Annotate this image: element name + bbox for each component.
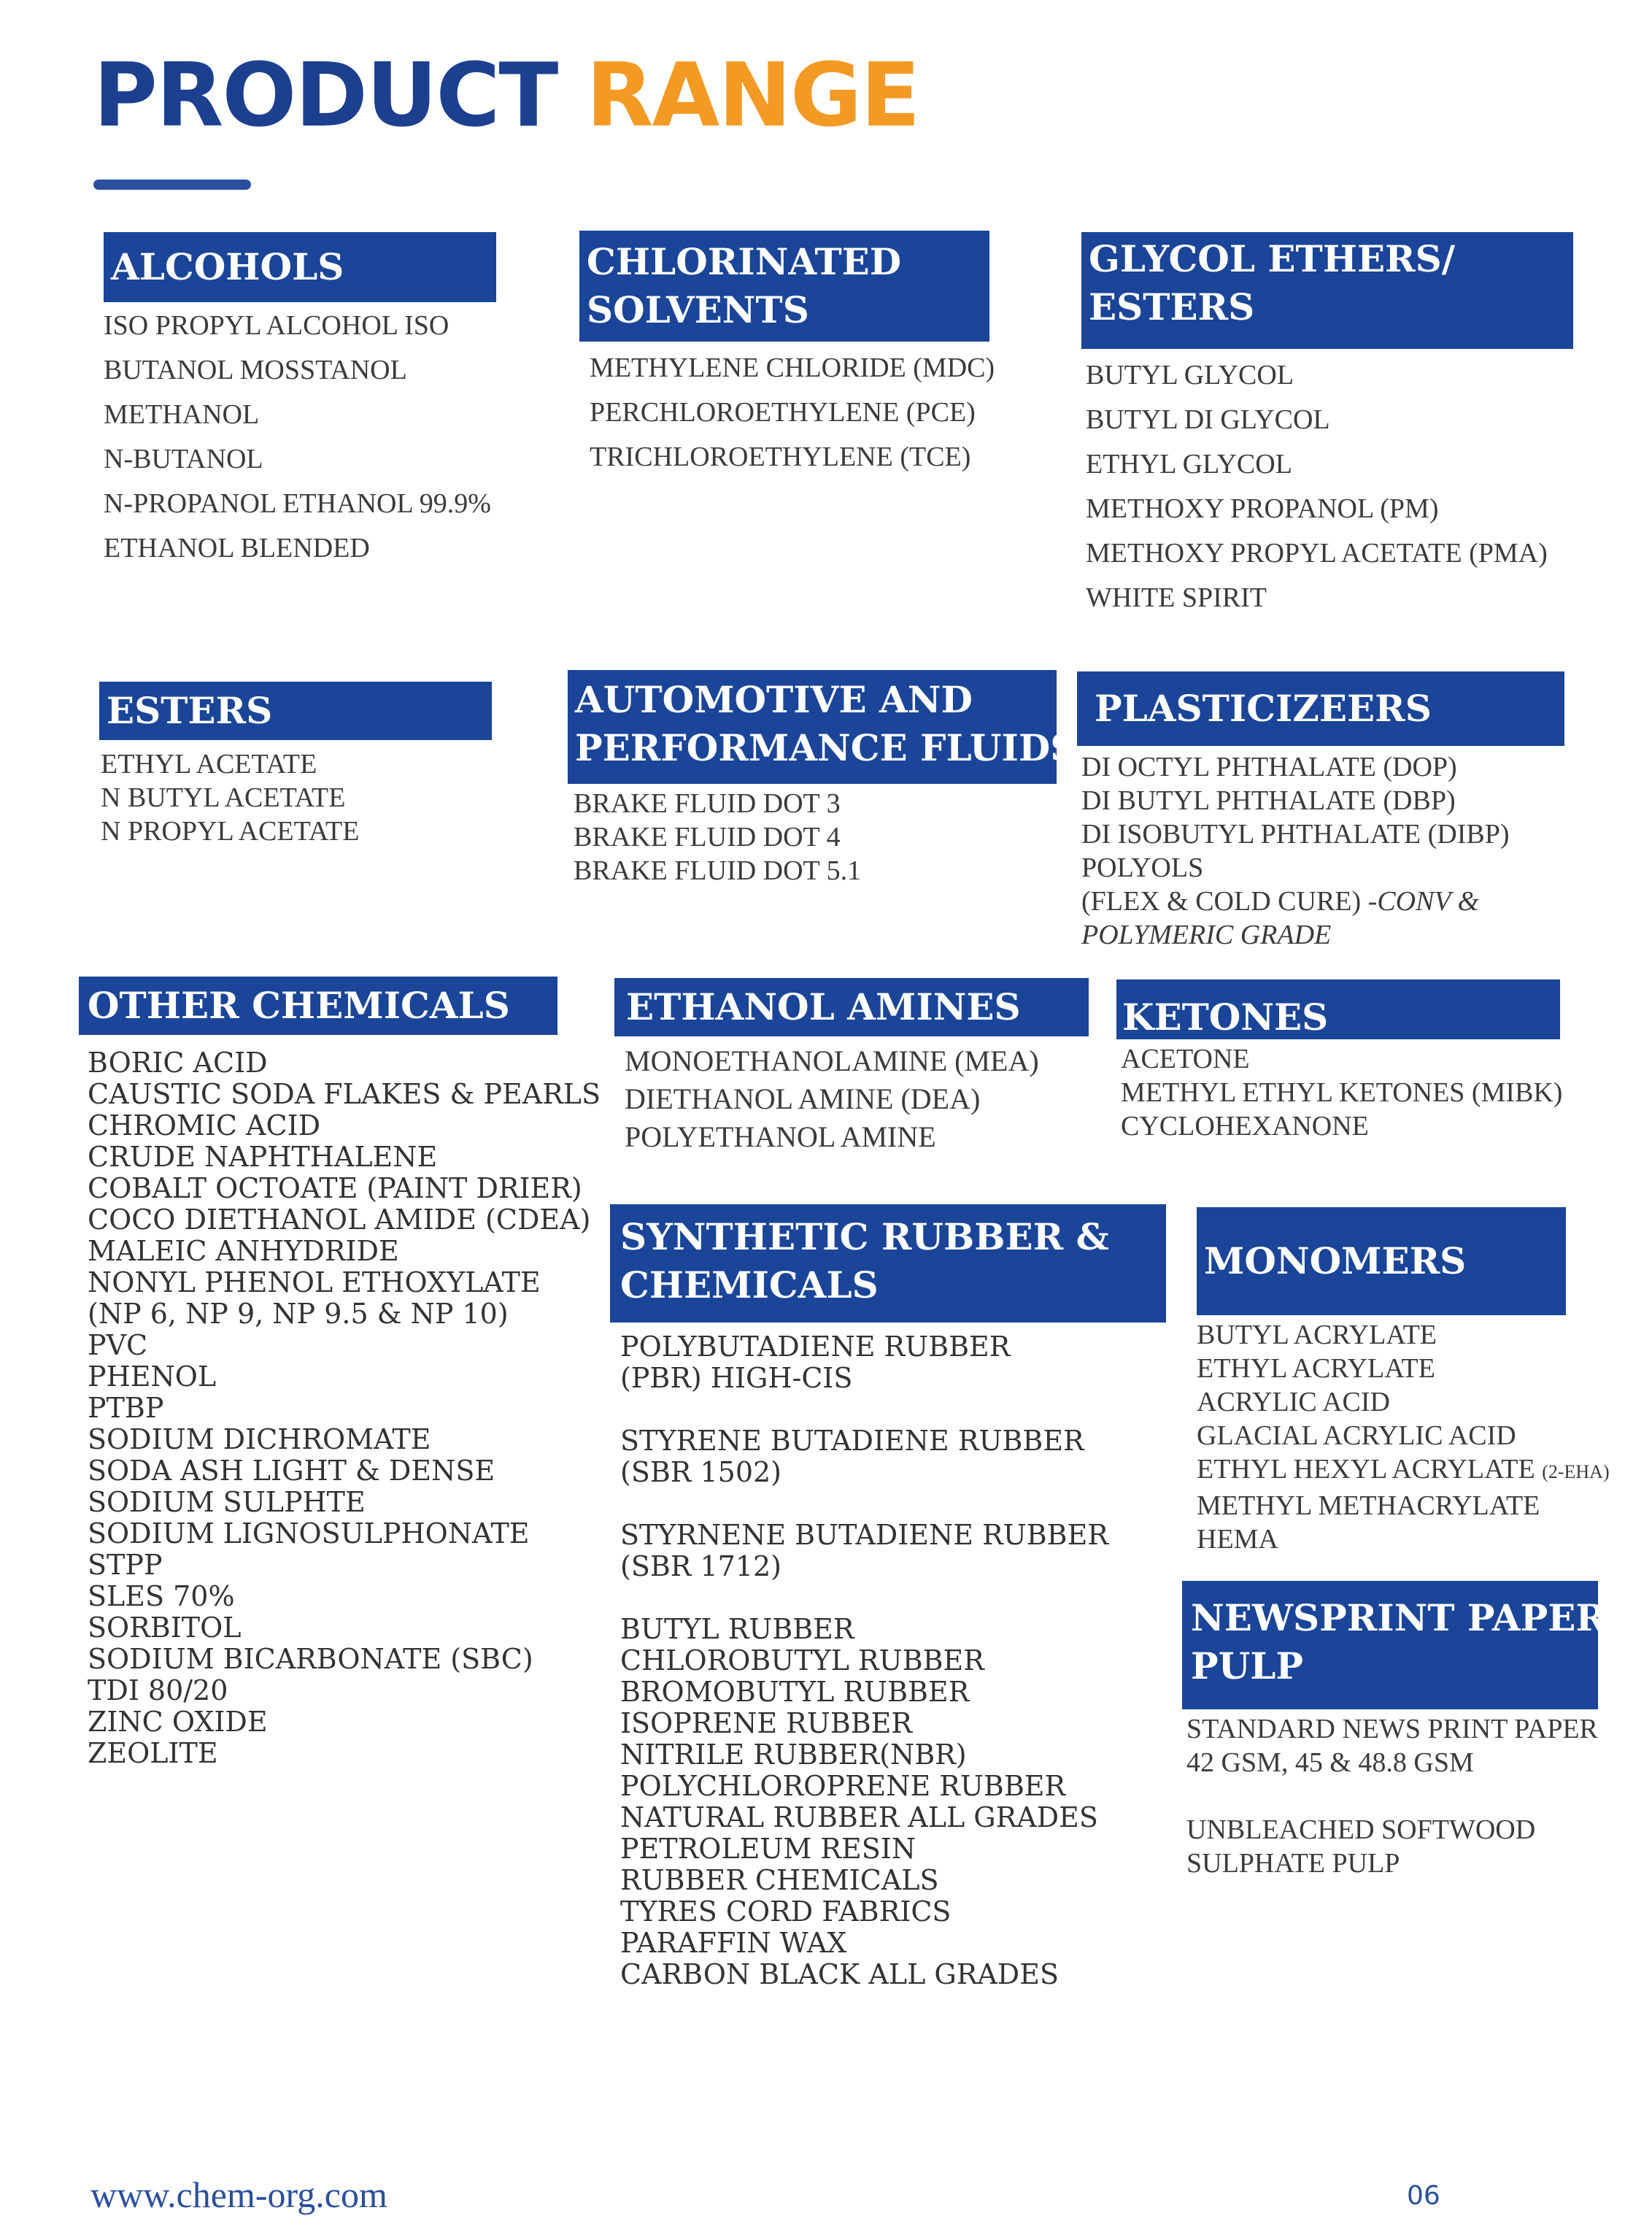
list-item: ISO PROPYL ALCOHOL ISO [104, 310, 449, 341]
ehA-suffix: (2-EHA) [1542, 1461, 1610, 1482]
automotive-header-line: PERFORMANCE FLUIDS [575, 726, 1077, 769]
list-item: METHYL METHACRYLATE [1197, 1490, 1540, 1521]
list-item: PARAFFIN WAX [620, 1927, 847, 1959]
list-item: CHLOROBUTYL RUBBER [620, 1644, 984, 1676]
list-item: BUTYL DI GLYCOL [1086, 404, 1330, 435]
list-item: (SBR 1502) [620, 1456, 782, 1488]
list-item: STANDARD NEWS PRINT PAPER [1186, 1714, 1598, 1744]
list-item: TRICHLOROETHYLENE (TCE) [590, 442, 971, 472]
website-link[interactable]: www.chem-org.com [90, 2174, 387, 2215]
plasticizers-list [1081, 750, 1510, 952]
list-item: SODA ASH LIGHT & DENSE [88, 1455, 495, 1487]
title-word-range: RANGE [586, 45, 919, 147]
list-item: NATURAL RUBBER ALL GRADES [620, 1801, 1098, 1833]
list-item: ETHYL ACRYLATE [1197, 1353, 1435, 1384]
list-item: CRUDE NAPHTHALENE [88, 1141, 438, 1173]
list-item: CAUSTIC SODA FLAKES & PEARLS [88, 1078, 601, 1110]
page-number: 06 [1407, 2181, 1440, 2211]
ketones-header [1116, 979, 1560, 1039]
list-item: (NP 6, NP 9, NP 9.5 & NP 10) [88, 1298, 509, 1330]
list-item: BUTYL ACRYLATE [1197, 1320, 1437, 1350]
list-item: ACRYLIC ACID [1197, 1387, 1390, 1417]
list-item: PETROLEUM RESIN [620, 1833, 916, 1865]
list-item [1081, 885, 1510, 918]
list-item: BORIC ACID [88, 1047, 268, 1079]
list-item: HEMA [1197, 1524, 1278, 1555]
list-item: (SBR 1712) [620, 1550, 782, 1582]
list-item: DI BUTYL PHTHALATE (DBP) [1081, 785, 1456, 816]
list-item: SODIUM BICARBONATE (SBC) [88, 1643, 533, 1675]
list-item: BUTANOL MOSSTANOL [104, 355, 407, 385]
esters-header [99, 682, 492, 740]
list-item: ISOPRENE RUBBER [620, 1707, 913, 1739]
list-item: ZEOLITE [88, 1737, 218, 1769]
list-item: BRAKE FLUID DOT 4 [574, 822, 841, 852]
list-item: TDI 80/20 [88, 1674, 228, 1706]
list-item: GLACIAL ACRYLIC ACID [1197, 1420, 1516, 1451]
chlorinated-header [579, 231, 989, 342]
list-item: (PBR) HIGH-CIS [620, 1362, 853, 1394]
list-item: SODIUM LIGNOSULPHONATE [88, 1517, 530, 1549]
list-item: ETHYL ACETATE [101, 749, 317, 779]
list-item: COCO DIETHANOL AMIDE (CDEA) [88, 1204, 591, 1236]
list-item: MONOETHANOLAMINE (MEA) [625, 1044, 1039, 1077]
list-item: NITRILE RUBBER(NBR) [620, 1739, 967, 1771]
list-item: BROMOBUTYL RUBBER [620, 1676, 970, 1708]
list-item: SLES 70% [88, 1580, 235, 1612]
glycol-header-line: GLYCOL ETHERS/ [1089, 237, 1455, 280]
chlorinated-header-line: CHLORINATED [587, 240, 902, 283]
synthetic-header-line: SYNTHETIC RUBBER & [620, 1215, 1109, 1258]
ketones-list [1121, 1042, 1562, 1143]
list-item [1197, 1452, 1610, 1489]
title-word-product: PRODUCT [93, 45, 557, 147]
list-item: WHITE SPIRIT [1086, 582, 1267, 613]
synthetic-header-line: CHEMICALS [620, 1263, 879, 1306]
list-item: ETHANOL BLENDED [104, 533, 370, 563]
list-item: METHYL ETHYL KETONES (MIBK) [1121, 1077, 1563, 1108]
monomers-header-text: MONOMERS [1204, 1239, 1467, 1282]
list-item: N BUTYL ACETATE [101, 782, 346, 813]
automotive-list [574, 787, 861, 888]
other-chemicals-header-text: OTHER CHEMICALS [88, 984, 510, 1027]
list-item: SORBITOL [88, 1612, 242, 1644]
list-item: DI ISOBUTYL PHTHALATE (DIBP) [1081, 819, 1510, 850]
list-item: N-PROPANOL ETHANOL 99.9% [104, 488, 491, 519]
alcohols-list [104, 304, 491, 571]
list-item: POLYCHLOROPRENE RUBBER [620, 1770, 1066, 1802]
list-item: ZINC OXIDE [88, 1706, 268, 1738]
chlorinated-list [590, 346, 995, 480]
glycol-list [1086, 353, 1548, 620]
list-item: BRAKE FLUID DOT 5.1 [574, 855, 862, 886]
synthetic-list [620, 1331, 1108, 1990]
newsprint-list [1186, 1712, 1598, 1880]
list-item: CYCLOHEXANONE [1121, 1111, 1369, 1142]
list-item [1081, 918, 1510, 952]
list-item: PERCHLOROETHYLENE (PCE) [590, 397, 976, 428]
list-item: CARBON BLACK ALL GRADES [620, 1958, 1059, 1990]
list-item: UNBLEACHED SOFTWOOD [1186, 1814, 1536, 1845]
title-underline [93, 180, 251, 190]
list-item: METHYLENE CHLORIDE (MDC) [590, 353, 995, 383]
list-item: SODIUM DICHROMATE [88, 1423, 431, 1455]
newsprint-header-line: NEWSPRINT PAPER & [1191, 1596, 1652, 1639]
list-item: N PROPYL ACETATE [101, 816, 360, 847]
ehA-text: ETHYL HEXYL ACRYLATE [1197, 1454, 1543, 1485]
list-item: BUTYL GLYCOL [1086, 360, 1294, 390]
ethanol-amines-list [625, 1042, 1039, 1156]
automotive-header-line: AUTOMOTIVE AND [575, 678, 973, 721]
list-item: BUTYL RUBBER [620, 1613, 854, 1645]
list-item: BRAKE FLUID DOT 3 [574, 788, 841, 819]
list-item: SODIUM SULPHTE [88, 1486, 366, 1518]
newsprint-header-line: PULP [1191, 1644, 1303, 1687]
newsprint-header [1182, 1581, 1652, 1709]
list-item: NONYL PHENOL ETHOXYLATE [88, 1266, 541, 1298]
list-item: DIETHANOL AMINE (DEA) [625, 1082, 981, 1115]
monomers-list [1197, 1318, 1610, 1556]
list-item: METHANOL [104, 399, 260, 430]
ketones-header-text: KETONES [1122, 996, 1329, 1039]
synthetic-header [610, 1204, 1166, 1323]
list-item: 42 GSM, 45 & 48.8 GSM [1186, 1747, 1474, 1778]
automotive-header [568, 670, 1077, 784]
glycol-header [1081, 232, 1573, 349]
list-item: PTBP [88, 1392, 164, 1424]
list-item: POLYOLS [1081, 852, 1204, 883]
list-item: COBALT OCTOATE (PAINT DRIER) [88, 1172, 582, 1204]
list-item: METHOXY PROPANOL (PM) [1086, 493, 1439, 524]
list-item: TYRES CORD FABRICS [620, 1895, 952, 1928]
list-item: ACETONE [1121, 1044, 1250, 1074]
list-item: ETHYL GLYCOL [1086, 449, 1292, 480]
list-item: METHOXY PROPYL ACETATE (PMA) [1086, 538, 1548, 569]
list-item: PHENOL [88, 1360, 217, 1393]
esters-header-text: ESTERS [107, 689, 273, 732]
ethanol-amines-header-text: ETHANOL AMINES [626, 985, 1021, 1028]
esters-list [101, 747, 359, 848]
list-item: N-BUTANOL [104, 444, 263, 474]
list-item: RUBBER CHEMICALS [620, 1864, 939, 1896]
alcohols-header-text: ALCOHOLS [111, 245, 344, 288]
polyol-italic-2: POLYMERIC GRADE [1081, 920, 1332, 950]
chlorinated-header-line: SOLVENTS [587, 288, 809, 331]
other-chemicals-header [79, 977, 557, 1035]
page-title [93, 45, 919, 147]
polyol-text: (FLEX & COLD CURE) - [1081, 886, 1378, 917]
list-item: POLYETHANOL AMINE [625, 1120, 936, 1153]
other-chemicals-list [88, 1047, 601, 1769]
alcohols-header [104, 232, 496, 302]
list-item: DI OCTYL PHTHALATE (DOP) [1081, 752, 1457, 782]
list-item: STYRENE BUTADIENE RUBBER [620, 1425, 1084, 1457]
list-item: STPP [88, 1549, 163, 1581]
polyol-italic: CONV & [1377, 886, 1480, 917]
plasticizers-header-text: PLASTICIZEERS [1095, 687, 1432, 730]
list-item: SULPHATE PULP [1186, 1848, 1400, 1879]
list-item: MALEIC ANHYDRIDE [88, 1235, 399, 1267]
glycol-header-line: ESTERS [1089, 285, 1255, 328]
monomers-header [1197, 1207, 1566, 1315]
list-item: STYRNENE BUTADIENE RUBBER [620, 1519, 1108, 1551]
plasticizers-header [1077, 671, 1564, 746]
list-item: POLYBUTADIENE RUBBER [620, 1331, 1011, 1363]
ethanol-amines-header [614, 978, 1089, 1036]
list-item: CHROMIC ACID [88, 1109, 321, 1142]
list-item: PVC [88, 1329, 148, 1361]
